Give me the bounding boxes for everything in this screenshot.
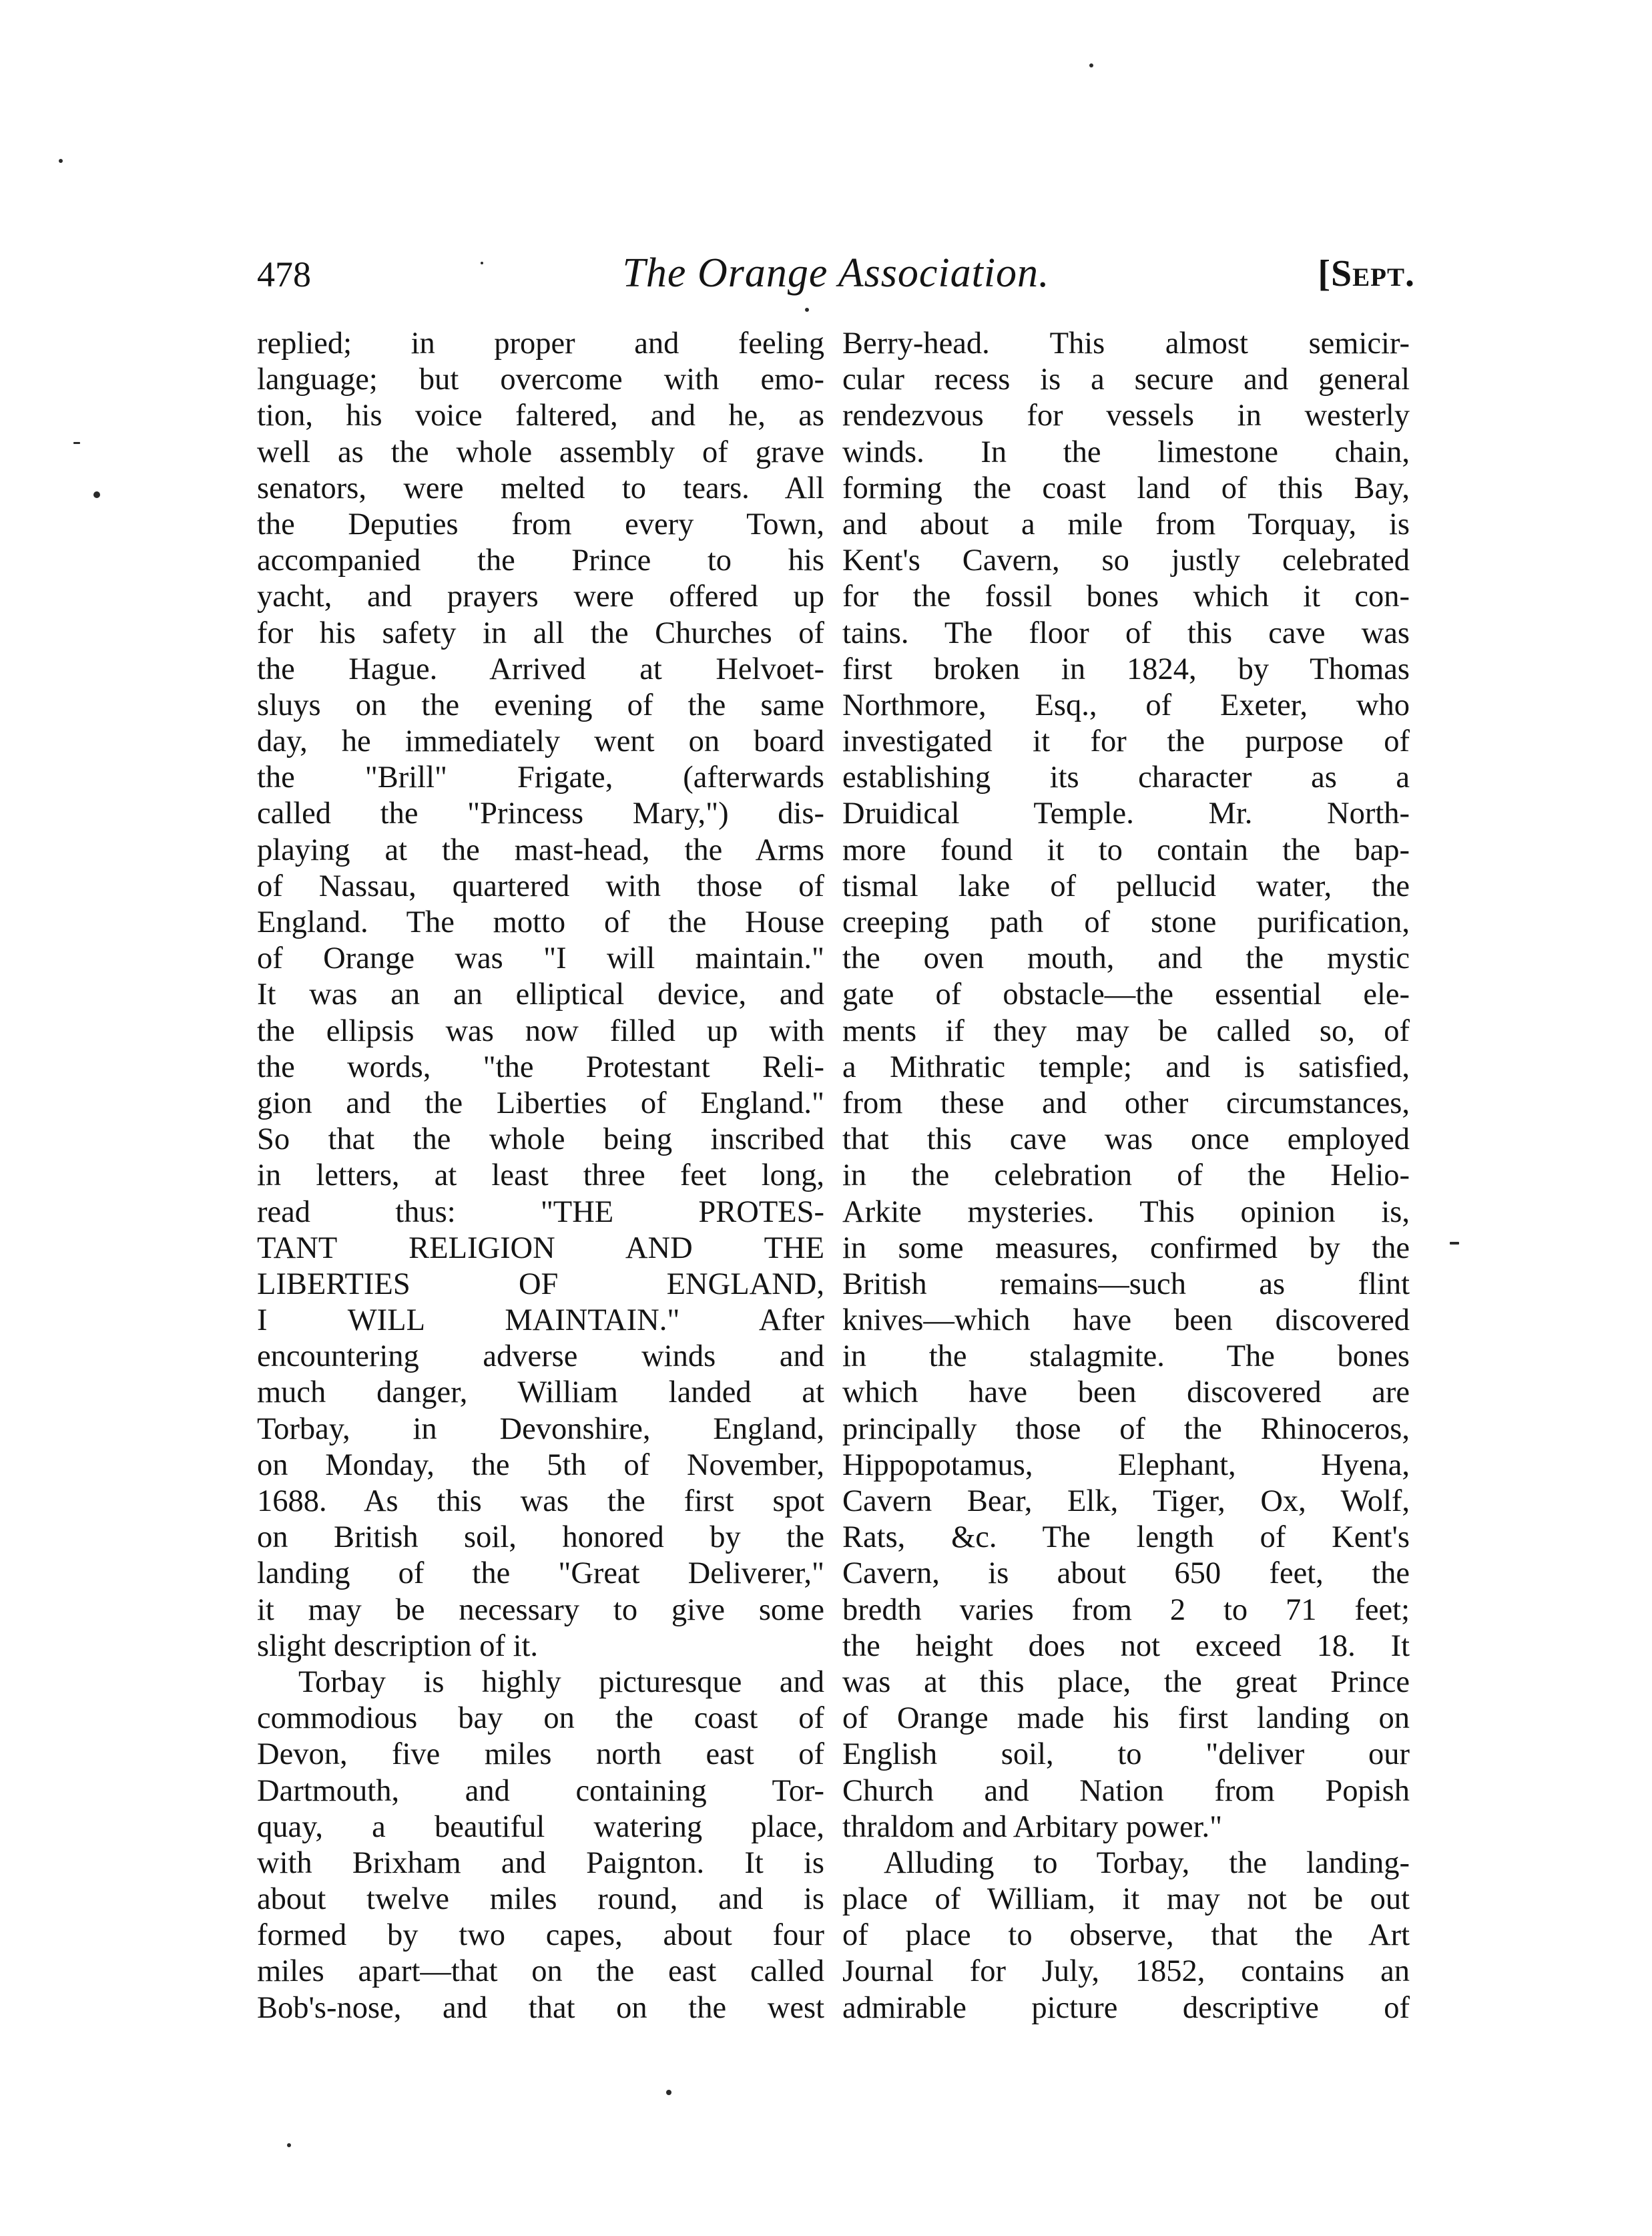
text-line: rendezvous for vessels in westerly (842, 399, 1410, 433)
text-line: cular recess is a secure and general (842, 363, 1410, 397)
text-line: Kent's Cavern, so justly celebrated (842, 543, 1410, 578)
text-line: sluys on the evening of the same (257, 688, 824, 722)
text-line: tion, his voice faltered, and he, as (257, 399, 824, 433)
text-line: Berry-head. This almost semicir- (842, 326, 1410, 361)
text-line: yacht, and prayers were offered up (257, 580, 824, 614)
text-line: Alluding to Torbay, the landing- (884, 1845, 1410, 1880)
text-line: for the fossil bones which it con- (842, 580, 1410, 614)
text-line: principally those of the Rhinoceros, (842, 1411, 1410, 1446)
scan-speck (93, 491, 100, 498)
text-line: Druidical Temple. Mr. North- (842, 797, 1410, 831)
text-line: miles apart—that on the east called (257, 1954, 824, 1989)
scan-speck (287, 2143, 291, 2147)
text-line: well as the whole assembly of grave (257, 435, 824, 469)
text-column-left (257, 326, 824, 2026)
text-line: forming the coast land of this Bay, (842, 471, 1410, 505)
text-line: of Orange made his first landing on (842, 1701, 1410, 1736)
text-line: Rats, &c. The length of Kent's (842, 1520, 1410, 1555)
text-line: winds. In the limestone chain, (842, 435, 1410, 469)
text-line: Arkite mysteries. This opinion is, (842, 1194, 1410, 1229)
running-title: The Orange Association. (622, 250, 1050, 296)
text-line: accompanied the Prince to his (257, 543, 824, 578)
text-line: first broken in 1824, by Thomas (842, 652, 1410, 686)
text-line: was at this place, the great Prince (842, 1664, 1410, 1699)
text-line: English soil, to "deliver our (842, 1737, 1410, 1772)
scan-speck (805, 308, 809, 312)
text-line: for his safety in all the Churches of (257, 616, 824, 650)
text-line: gion and the Liberties of England." (257, 1086, 824, 1120)
text-line: that this cave was once employed (842, 1122, 1410, 1157)
text-line: admirable picture descriptive of (842, 1990, 1410, 2025)
text-line: called the "Princess Mary,") dis- (257, 797, 824, 831)
text-line: it may be necessary to give some (257, 1592, 824, 1627)
text-line: day, he immediately went on board (257, 724, 824, 759)
text-line: So that the whole being inscribed (257, 1122, 824, 1157)
text-line: landing of the "Great Deliverer," (257, 1556, 824, 1591)
text-line: Devon, five miles north east of (257, 1737, 824, 1772)
text-line: slight description of it. (257, 1628, 539, 1663)
text-line: in letters, at least three feet long, (257, 1158, 824, 1193)
text-line: ments if they may be called so, of (842, 1014, 1410, 1048)
text-line: Torbay is highly picturesque and (298, 1664, 824, 1699)
text-line: place of William, it may not be out (842, 1882, 1410, 1917)
text-line: knives—which have been discovered (842, 1303, 1410, 1338)
text-line: with Brixham and Paignton. It is (257, 1845, 824, 1880)
text-line: investigated it for the purpose of (842, 724, 1410, 759)
text-line: It was an an elliptical device, and (257, 977, 824, 1012)
text-line: England. The motto of the House (257, 905, 824, 939)
text-column-right (842, 326, 1410, 2026)
text-line: in the celebration of the Helio- (842, 1158, 1410, 1193)
text-line: tains. The floor of this cave was (842, 616, 1410, 650)
text-line: Church and Nation from Popish (842, 1773, 1410, 1808)
text-line: language; but overcome with emo- (257, 363, 824, 397)
text-line: playing at the mast-head, the Arms (257, 833, 824, 867)
text-line: encountering adverse winds and (257, 1339, 824, 1374)
text-line: of place to observe, that the Art (842, 1918, 1410, 1953)
text-line: about twelve miles round, and is (257, 1882, 824, 1917)
text-line: Bob's-nose, and that on the west (257, 1990, 824, 2025)
text-line: Cavern, is about 650 feet, the (842, 1556, 1410, 1591)
text-line: the oven mouth, and the mystic (842, 941, 1410, 976)
text-line: TANT RELIGION AND THE (257, 1231, 824, 1265)
text-line: formed by two capes, about four (257, 1918, 824, 1953)
scan-speck (1450, 1242, 1459, 1245)
text-line: LIBERTIES OF ENGLAND, (257, 1267, 824, 1301)
text-line: the height does not exceed 18. It (842, 1628, 1410, 1663)
text-line: I WILL MAINTAIN." After (257, 1303, 824, 1338)
text-line: commodious bay on the coast of (257, 1701, 824, 1736)
text-line: creeping path of stone purification, (842, 905, 1410, 939)
scan-speck (1089, 63, 1093, 67)
text-line: quay, a beautiful watering place, (257, 1809, 824, 1844)
text-line: of Nassau, quartered with those of (257, 869, 824, 903)
text-line: on British soil, honored by the (257, 1520, 824, 1555)
text-line: from these and other circumstances, (842, 1086, 1410, 1120)
running-header-month: [Sept. (1318, 253, 1415, 294)
text-line: which have been discovered are (842, 1375, 1410, 1410)
text-line: establishing its character as a (842, 760, 1410, 795)
scan-speck (666, 2090, 671, 2095)
scan-speck (73, 442, 80, 444)
text-line: tismal lake of pellucid water, the (842, 869, 1410, 903)
text-line: Dartmouth, and containing Tor- (257, 1773, 824, 1808)
text-line: Cavern Bear, Elk, Tiger, Ox, Wolf, (842, 1484, 1410, 1518)
text-line: the words, "the Protestant Reli- (257, 1050, 824, 1084)
text-line: Northmore, Esq., of Exeter, who (842, 688, 1410, 722)
text-line: the Hague. Arrived at Helvoet- (257, 652, 824, 686)
text-line: senators, were melted to tears. All (257, 471, 824, 505)
text-line: the "Brill" Frigate, (afterwards (257, 760, 824, 795)
text-line: thraldom and Arbitary power." (842, 1809, 1223, 1844)
text-line: in the stalagmite. The bones (842, 1339, 1410, 1374)
text-line: the Deputies from every Town, (257, 507, 824, 541)
running-header (257, 240, 1415, 300)
text-line: Torbay, in Devonshire, England, (257, 1411, 824, 1446)
text-line: Hippopotamus, Elephant, Hyena, (842, 1447, 1410, 1482)
page-number: 478 (257, 254, 311, 294)
text-line: bredth varies from 2 to 71 feet; (842, 1592, 1410, 1627)
scan-speck (59, 159, 63, 163)
text-line: Journal for July, 1852, contains an (842, 1954, 1410, 1989)
text-line: much danger, William landed at (257, 1375, 824, 1410)
text-line: and about a mile from Torquay, is (842, 507, 1410, 541)
text-line: more found it to contain the bap- (842, 833, 1410, 867)
text-line: gate of obstacle—the essential ele- (842, 977, 1410, 1012)
text-line: 1688. As this was the first spot (257, 1484, 824, 1518)
text-line: the ellipsis was now filled up with (257, 1014, 824, 1048)
text-line: replied; in proper and feeling (257, 326, 824, 361)
text-line: on Monday, the 5th of November, (257, 1447, 824, 1482)
text-line: of Orange was "I will maintain." (257, 941, 824, 976)
text-line: in some measures, confirmed by the (842, 1231, 1410, 1265)
text-line: a Mithratic temple; and is satisfied, (842, 1050, 1410, 1084)
text-line: British remains—such as flint (842, 1267, 1410, 1301)
text-line: read thus: "THE PROTES- (257, 1194, 824, 1229)
